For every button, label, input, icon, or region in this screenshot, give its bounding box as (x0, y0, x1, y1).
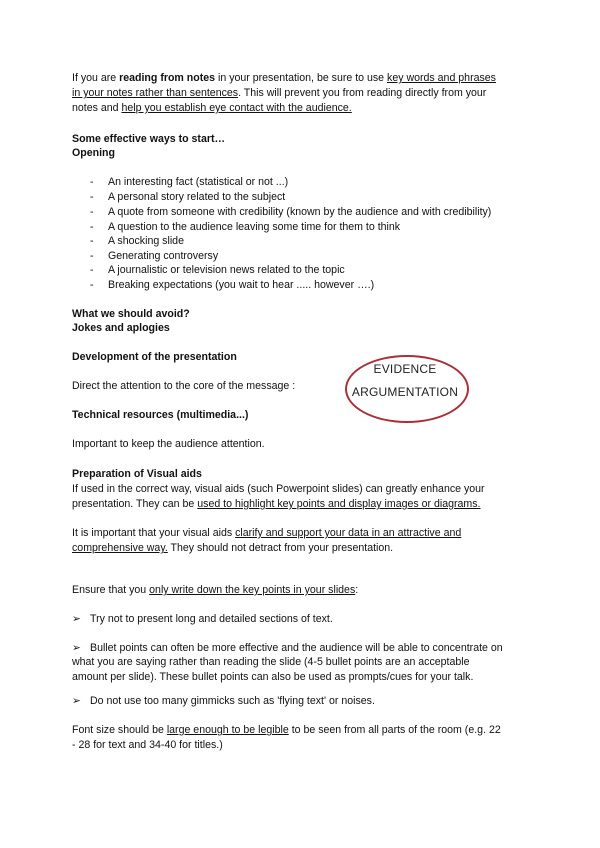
start-heading: Some effective ways to start… (72, 133, 226, 145)
list-dash: - (90, 250, 94, 262)
tip-2-line-1: ➢ Bullet points can often be more effective and the audience will be able to concentrate on (72, 642, 503, 654)
visual-p2-line-1: It is important that your visual aids clarify and support your data in an attractive and (72, 527, 462, 539)
development-heading: Development of the presentation (72, 351, 237, 363)
list-dash: - (90, 191, 94, 203)
list-item: Breaking expectations (you wait to hear ..... however ….) (108, 279, 375, 291)
tip-1: ➢ Try not to present long and detailed sections of text. (72, 613, 333, 625)
list-item: A shocking slide (108, 235, 184, 247)
intro-line-1: If you are reading from notes in your presentation, be sure to use key words and phrases (72, 72, 496, 84)
list-item: An interesting fact (statistical or not ...) (108, 176, 289, 188)
list-item: A question to the audience leaving some time for them to think (108, 221, 401, 233)
visual-p2-line-2: comprehensive way. They should not detract from your presentation. (72, 542, 394, 554)
opening-heading: Opening (72, 147, 115, 159)
intro-line-2: in your notes rather than sentences. This will prevent you from reading directly from your (72, 87, 487, 99)
list-item: A journalistic or television news related to the topic (108, 264, 345, 276)
list-dash: - (90, 235, 94, 247)
visual-p1-line-2: presentation. They can be used to highlight key points and display images or diagrams. (72, 498, 481, 510)
list-item: Generating controversy (108, 250, 219, 262)
technical-text: Important to keep the audience attention. (72, 438, 265, 450)
tip-2-line-3: amount per slide). These bullet points can also be used as prompts/cues for your talk. (72, 671, 474, 683)
list-dash: - (90, 176, 94, 188)
font-size-line-1: Font size should be large enough to be legible to be seen from all parts of the room (e.g. 22 (72, 724, 501, 736)
ensure-line: Ensure that you only write down the key points in your slides: (72, 584, 359, 596)
visual-aids-heading: Preparation of Visual aids (72, 468, 202, 480)
arrow-bullet-icon: ➢ (72, 613, 81, 625)
font-size-line-2: - 28 for text and 34-40 for titles.) (72, 739, 223, 751)
list-dash: - (90, 221, 94, 233)
development-text: Direct the attention to the core of the message : (72, 380, 296, 392)
list-item: A quote from someone with credibility (known by the audience and with credibility) (108, 206, 492, 218)
arrow-bullet-icon: ➢ (72, 642, 81, 654)
list-dash: - (90, 206, 94, 218)
list-item: A personal story related to the subject (108, 191, 286, 203)
technical-heading: Technical resources (multimedia...) (72, 409, 249, 421)
tip-2-line-2: what you are saying rather than reading the slide (4-5 bullet points are an acceptable (72, 656, 470, 668)
avoid-heading: What we should avoid? (72, 308, 190, 320)
tip-3: ➢ Do not use too many gimmicks such as 'flying text' or noises. (72, 695, 375, 707)
oval-argumentation-label: ARGUMENTATION (351, 385, 459, 399)
oval-evidence-label: EVIDENCE (373, 362, 437, 376)
intro-line-3: notes and help you establish eye contact with the audience. (72, 102, 352, 114)
arrow-bullet-icon: ➢ (72, 695, 81, 707)
list-dash: - (90, 264, 94, 276)
list-dash: - (90, 279, 94, 291)
jokes-heading: Jokes and aplogies (72, 322, 170, 334)
visual-p1-line-1: If used in the correct way, visual aids (such Powerpoint slides) can greatly enhance your (72, 483, 485, 495)
